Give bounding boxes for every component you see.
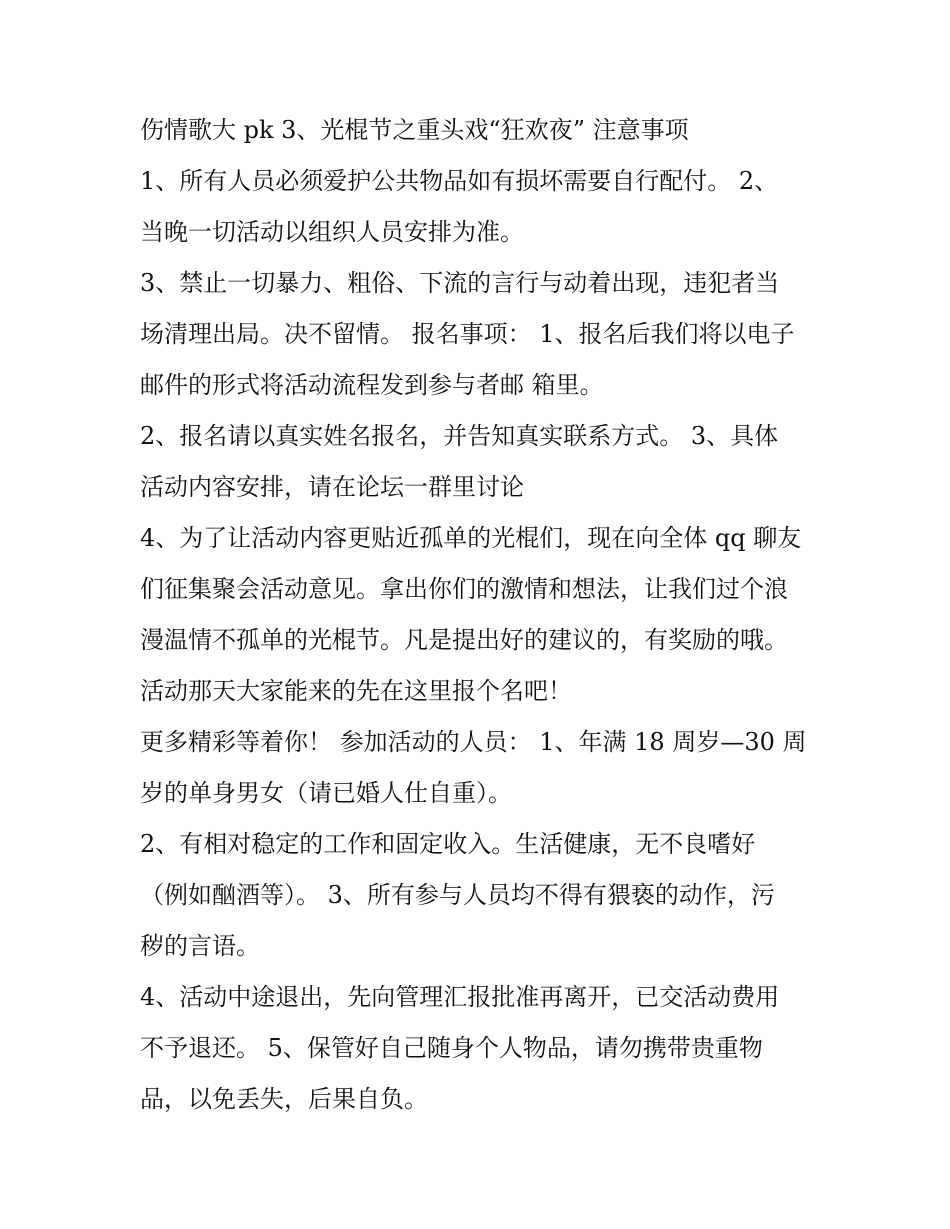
text-line: 活动那天大家能来的先在这里报个名吧！ [140, 677, 572, 705]
text-line: 4、为了让活动内容更贴近孤单的光棍们，现在向全体 qq 聊友 [140, 524, 802, 552]
text-line: 当晚一切活动以组织人员安排为准。 [140, 218, 524, 246]
text-line: 2、报名请以真实姓名报名，并告知真实联系方式。 3、具体 [140, 422, 779, 450]
text-line: 邮件的形式将活动流程发到参与者邮 箱里。 [140, 371, 604, 399]
text-line: 2、有相对稳定的工作和固定收入。生活健康，无不良嗜好 [140, 830, 756, 858]
text-line: 1、所有人员必须爱护公共物品如有损坏需要自行配付。 2、 [140, 167, 779, 195]
text-line: 4、活动中途退出，先向管理汇报批准再离开，已交活动费用 [140, 983, 780, 1011]
text-line: 伤情歌大 pk 3、光棍节之重头戏“狂欢夜” 注意事项 [140, 116, 689, 144]
text-line: 3、禁止一切暴力、粗俗、下流的言行与动着出现，违犯者当 [140, 269, 780, 297]
text-line: 活动内容安排，请在论坛一群里讨论 [140, 473, 524, 501]
text-line: 场清理出局。决不留情。 报名事项： 1、报名后我们将以电子 [140, 320, 795, 348]
text-line: 岁的单身男女（请已婚人仕自重）。 [140, 779, 512, 807]
text-line: 秽的言语。 [140, 932, 260, 960]
text-line: 不予退还。 5、保管好自己随身个人物品，请勿携带贵重物 [140, 1034, 763, 1062]
text-line: 漫温情不孤单的光棍节。凡是提出好的建议的，有奖励的哦。 [140, 626, 788, 654]
document-body [140, 110, 840, 1130]
text-line: 更多精彩等着你！ 参加活动的人员： 1、年满 18 周岁—30 周 [140, 728, 807, 756]
text-line: （例如酗酒等）。 3、所有参与人员均不得有猥亵的动作，污 [140, 881, 775, 909]
text-line: 们征集聚会活动意见。拿出你们的激情和想法，让我们过个浪 [140, 575, 788, 603]
text-line: 品，以免丢失，后果自负。 [140, 1085, 428, 1113]
